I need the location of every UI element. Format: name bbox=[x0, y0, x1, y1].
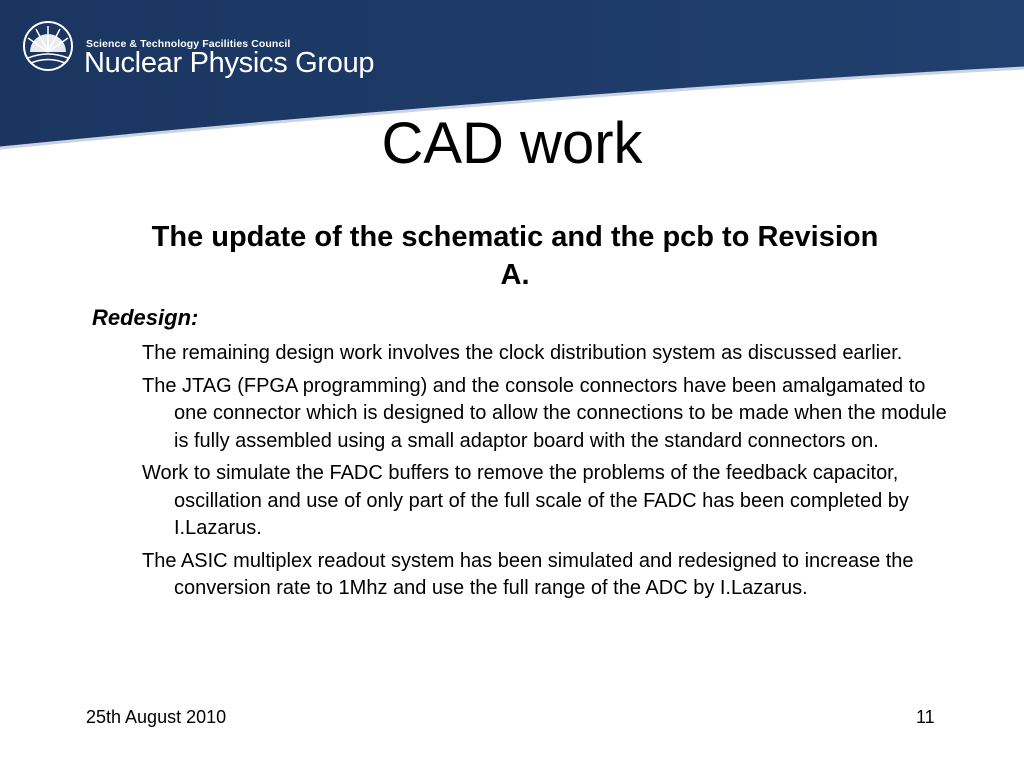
page-number: 11 bbox=[916, 707, 935, 727]
group-name: Nuclear Physics Group bbox=[84, 47, 375, 79]
bullet-item: The remaining design work involves the clock distribution system as discussed earlier. bbox=[142, 342, 903, 364]
bullet-item: Work to simulate the FADC buffers to remove the problems of the feedback capacitor, oscillation and use of only part of the full scale of the FADC has been completed by I.Lazarus. bbox=[142, 462, 909, 539]
footer-date: 25th August 2010 bbox=[86, 707, 227, 727]
bullet-list bbox=[142, 340, 952, 608]
council-name: Science & Technology Facilities Council bbox=[86, 38, 291, 50]
stfc-sunburst-logo-icon bbox=[22, 20, 74, 72]
section-label: Redesign: bbox=[92, 305, 199, 330]
bullet-item: The JTAG (FPGA programming) and the console connectors have been amalgamated to one connector which is designed to allow the connections to be made when the module is fully assembled using a small adaptor board with the standard connectors on. bbox=[142, 374, 947, 452]
bullet-item: The ASIC multiplex readout system has been simulated and redesigned to increase the conversion rate to 1Mhz and use the full range of the ADC by I.Lazarus. bbox=[142, 549, 914, 599]
slide-subtitle: The update of the schematic and the pcb to Revision A. bbox=[151, 221, 879, 291]
slide-title: CAD work bbox=[381, 111, 643, 176]
